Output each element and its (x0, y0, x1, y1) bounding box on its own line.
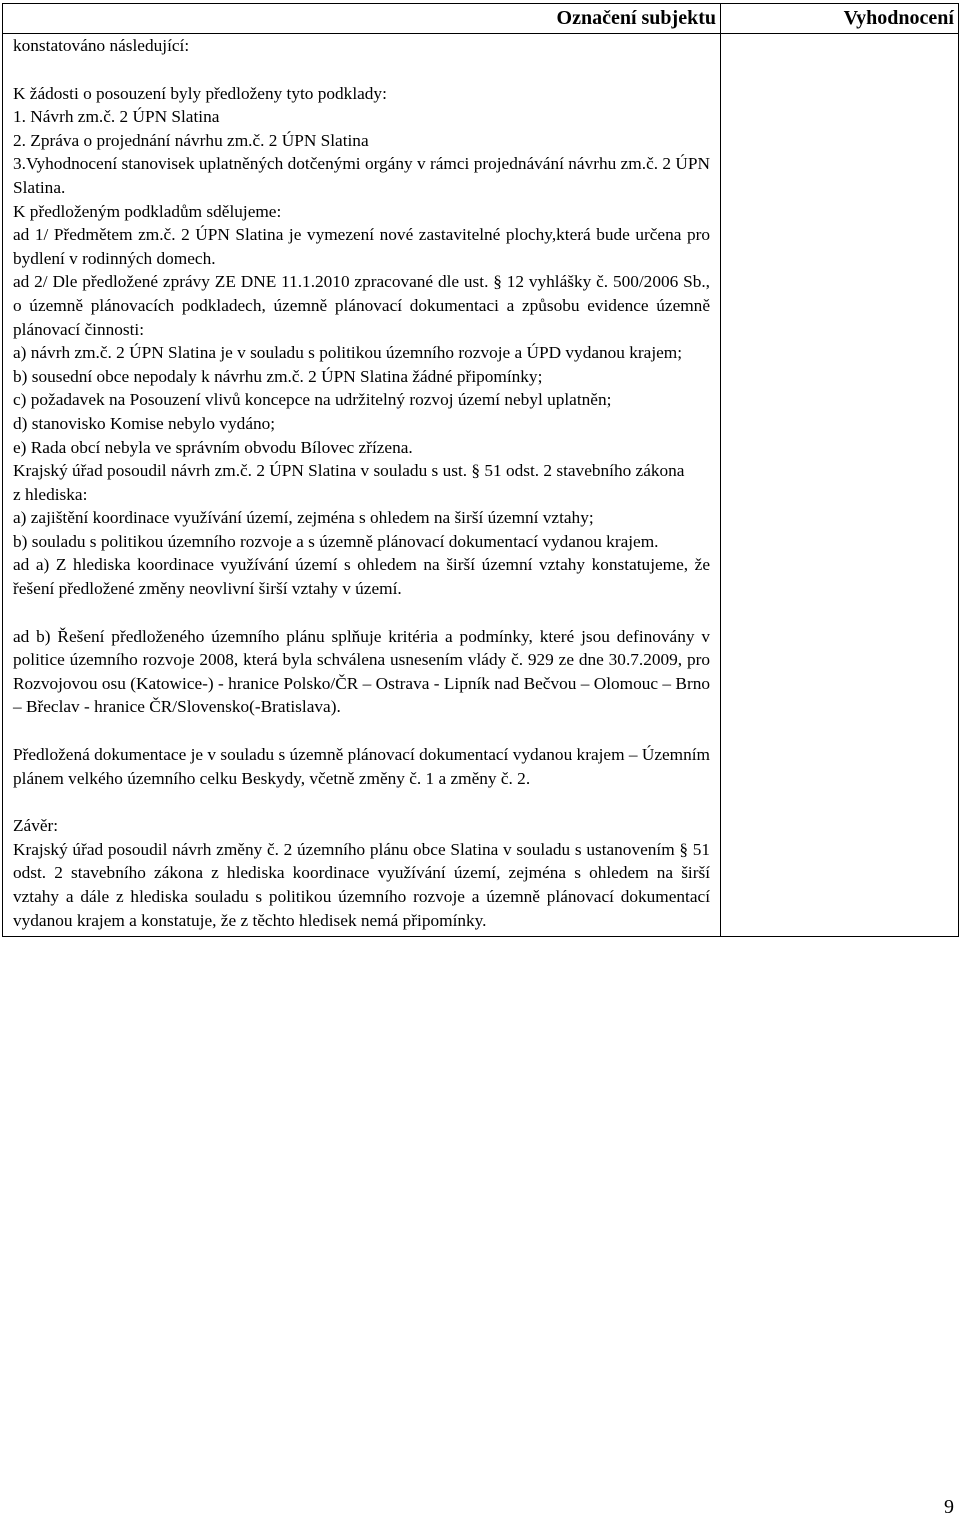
spacer (13, 601, 710, 625)
page-number: 9 (944, 1496, 954, 1518)
spacer (13, 58, 710, 82)
text-line: Předložená dokumentace je v souladu s územně plánovací dokumentací vydanou krajem – Územním plánem velkého územního celku Beskydy, včetně změny č. 1 a změny č. 2. (13, 745, 710, 788)
table-row (3, 34, 959, 937)
text-line: K předloženým podkladům sdělujeme: (13, 201, 282, 221)
text-line: K žádosti o posouzení byly předloženy tyto podklady: (13, 83, 387, 103)
text-line: konstatováno následující: (13, 36, 190, 55)
subject-cell (3, 34, 721, 937)
text-line: ad 1/ Předmětem zm.č. 2 ÚPN Slatina je vymezení nové zastavitelné plochy,která bude určena pro bydlení v rodinných domech. (13, 225, 710, 268)
text-line: 3.Vyhodnocení stanovisek uplatněných dotčenými orgány v rámci projednávání návrhu zm.č. 2 ÚPN Slatina. (13, 154, 710, 197)
text-line: ad b) Řešení předloženého územního plánu splňuje kritéria a podmínky, které jsou definovány v politice územního rozvoje 2008, která byla schválena usnesením vlády č. 929 ze dne 30.7.2009, pro Rozvojovou osu (Katowice-) - hranice Polsko/ČR – Ostrava - Lipník nad Bečvou – Olomouc – Brno – Břeclav - hranice ČR/Slovensko(-Bratislava). (13, 626, 710, 717)
header-subject: Označení subjektu (3, 4, 721, 34)
evaluation-table (2, 3, 959, 937)
text-line: d) stanovisko Komise nebylo vydáno; (13, 413, 276, 433)
text-line: Krajský úřad posoudil návrh zm.č. 2 ÚPN Slatina v souladu s ust. § 51 odst. 2 stavebního zákona (13, 461, 685, 481)
header-evaluation: Vyhodnocení (721, 4, 959, 34)
spacer (13, 719, 710, 743)
spacer (13, 790, 710, 814)
text-line: a) návrh zm.č. 2 ÚPN Slatina je v souladu s politikou územního rozvoje a ÚPD vydanou krajem; (13, 343, 683, 363)
evaluation-cell (721, 34, 959, 937)
text-line: z hlediska: (13, 484, 88, 504)
text-line: Závěr: (13, 816, 59, 836)
text-line: Krajský úřad posoudil návrh změny č. 2 územního plánu obce Slatina v souladu s ustanovením § 51 odst. 2 stavebního zákona z hlediska koordinace využívání území, zejména s ohledem na širší vztahy a dále z hlediska souladu s politikou územního rozvoje a územně plánovací dokumentací vydanou krajem a konstatuje, že z těchto hledisek nemá připomínky. (13, 839, 710, 930)
text-line: b) sousední obce nepodaly k návrhu zm.č. 2 ÚPN Slatina žádné připomínky; (13, 366, 543, 386)
text-line: b) souladu s politikou územního rozvoje a s územně plánovací dokumentací vydanou krajem. (13, 531, 659, 551)
text-line: ad 2/ Dle předložené zprávy ZE DNE 11.1.2010 zpracované dle ust. § 12 vyhlášky č. 500/2006 Sb., o územně plánovacích podkladech, územně plánovací dokumentaci a způsobu evidence územně plánovací činnosti: (13, 272, 710, 339)
text-line: c) požadavek na Posouzení vlivů koncepce na udržitelný rozvoj území nebyl uplatněn; (13, 390, 612, 410)
text-line: 1. Návrh zm.č. 2 ÚPN Slatina (13, 107, 220, 127)
table-header-row (3, 4, 959, 34)
text-line: ad a) Z hlediska koordinace využívání území s ohledem na širší územní vztahy konstatujeme, že řešení předložené změny neovlivní širší vztahy v území. (13, 555, 710, 599)
text-line: e) Rada obcí nebyla ve správním obvodu Bílovec zřízena. (13, 437, 413, 457)
text-line: 2. Zpráva o projednání návrhu zm.č. 2 ÚPN Slatina (13, 130, 369, 150)
text-line: a) zajištění koordinace využívání území, zejména s ohledem na širší územní vztahy; (13, 508, 594, 528)
